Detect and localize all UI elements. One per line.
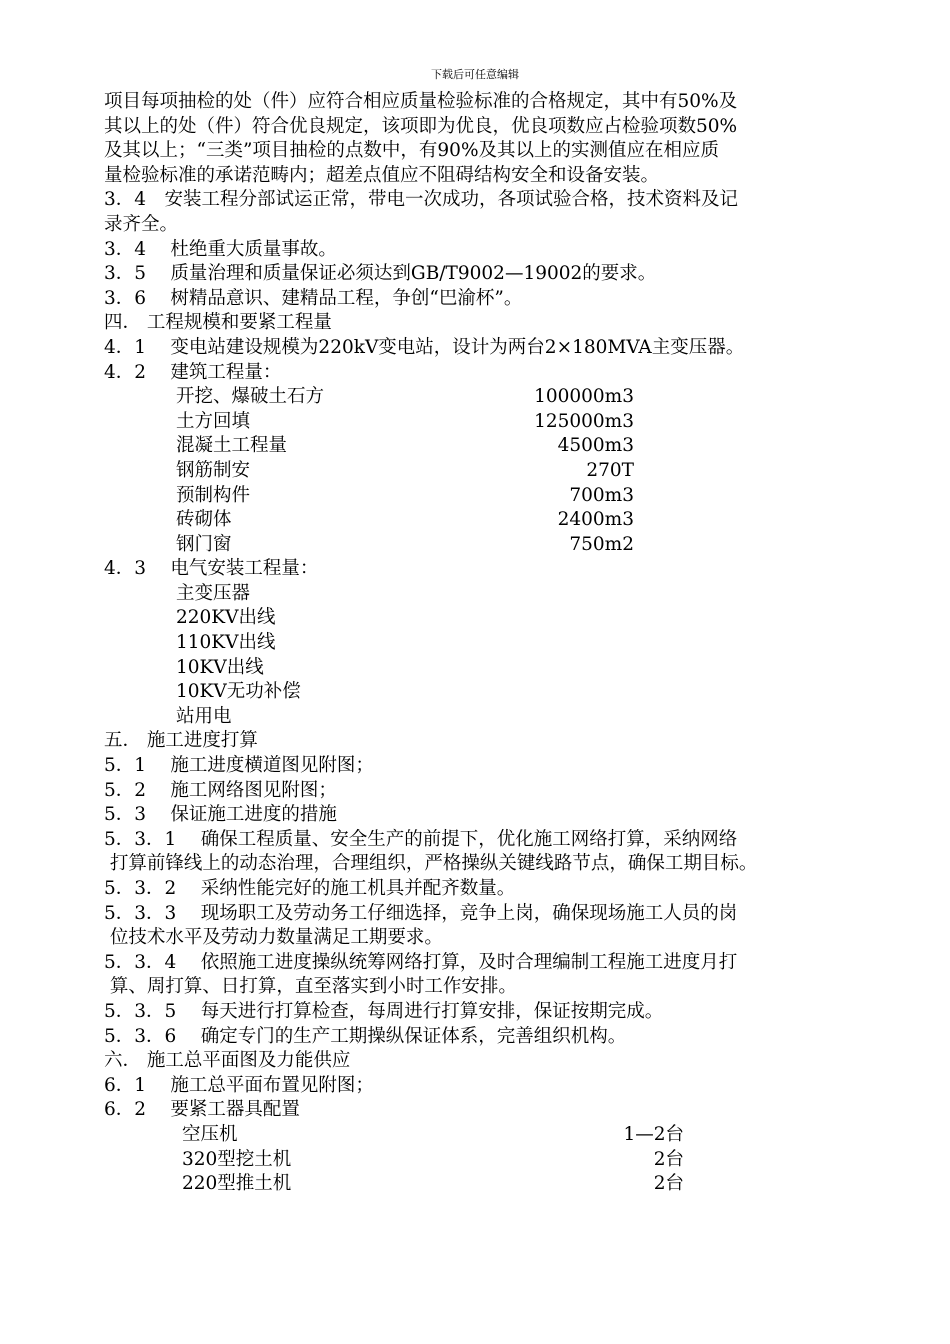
building-item-name: 砖砌体 bbox=[176, 509, 232, 531]
building-item-name: 混凝土工程量 bbox=[176, 435, 288, 457]
building-item-name: 土方回填 bbox=[176, 410, 251, 432]
equipment-item bbox=[104, 1148, 884, 1173]
building-item-value: 100000m3 bbox=[534, 386, 634, 408]
section-6-heading: 六． 施工总平面图及力能供应 bbox=[104, 1050, 351, 1072]
building-item-value: 4500m3 bbox=[557, 435, 634, 457]
building-item-name: 钢门窗 bbox=[176, 533, 232, 555]
clause-5-3-4-line-1: 5．3．4 依照施工进度操纵统筹网络打算，及时合理编制工程施工进度月打 bbox=[104, 951, 738, 973]
building-item bbox=[104, 533, 884, 558]
building-item-name: 钢筋制安 bbox=[176, 459, 251, 481]
electrical-item-name: 站用电 bbox=[176, 705, 232, 727]
section-4-heading: 四． 工程规模和要紧工程量 bbox=[104, 312, 332, 334]
electrical-item-name: 10KV出线 bbox=[176, 656, 264, 678]
building-item-name: 预制构件 bbox=[176, 484, 251, 506]
document-body bbox=[104, 90, 884, 1197]
clause-5-3-6: 5．3．6 确定专门的生产工期操纵保证体系，完善组织机构。 bbox=[104, 1025, 627, 1047]
electrical-item-name: 220KV出线 bbox=[176, 607, 276, 629]
clause-3-4-b: 3．4 杜绝重大质量事故。 bbox=[104, 238, 337, 260]
clause-5-3-1-line-1: 5．3．1 确保工程质量、安全生产的前提下，优化施工网络打算，采纳网络 bbox=[104, 828, 738, 850]
building-item-value: 700m3 bbox=[569, 484, 634, 506]
clause-5-3: 5．3 保证施工进度的措施 bbox=[104, 804, 337, 826]
equipment-item-name: 320型挖土机 bbox=[182, 1148, 292, 1170]
building-item bbox=[104, 508, 884, 533]
clause-5-3-1-line-2: 打算前锋线上的动态治理，合理组织，严格操纵关键线路节点，确保工期目标。 bbox=[104, 853, 758, 875]
page-header: 下载后可任意编辑 bbox=[431, 68, 519, 81]
building-item-value: 125000m3 bbox=[534, 410, 634, 432]
equipment-item bbox=[104, 1123, 884, 1148]
electrical-item-name: 10KV无功补偿 bbox=[176, 681, 301, 703]
building-item-value: 750m2 bbox=[569, 533, 634, 555]
clause-5-3-3-line-2: 位技术水平及劳动力数量满足工期要求。 bbox=[104, 927, 443, 949]
electrical-item bbox=[104, 606, 884, 631]
clause-4-2: 4．2 建筑工程量： bbox=[104, 361, 282, 383]
clause-5-2: 5．2 施工网络图见附图； bbox=[104, 779, 337, 801]
clause-3-6: 3．6 树精品意识、建精品工程，争创“巴渝杯”。 bbox=[104, 287, 523, 309]
equipment-item bbox=[104, 1172, 884, 1197]
clause-5-3-2: 5．3．2 采纳性能完好的施工机具并配齐数量。 bbox=[104, 878, 516, 899]
electrical-item-name: 110KV出线 bbox=[176, 632, 276, 654]
building-item bbox=[104, 434, 884, 459]
building-item-name: 开挖、爆破土石方 bbox=[176, 386, 325, 408]
electrical-item bbox=[104, 631, 884, 656]
electrical-item-name: 主变压器 bbox=[176, 582, 251, 604]
clause-3-4-a-line-2: 录齐全。 bbox=[104, 213, 179, 235]
clause-4-1: 4．1 变电站建设规模为220kV变电站，设计为两台2×180MVA主变压器。 bbox=[104, 336, 745, 358]
electrical-item bbox=[104, 656, 884, 681]
building-item bbox=[104, 484, 884, 509]
electrical-item bbox=[104, 582, 884, 607]
clause-5-3-3-line-1: 5．3．3 现场职工及劳动务工仔细选择，竞争上岗，确保现场施工人员的岗 bbox=[104, 902, 738, 924]
equipment-item-value: 2台 bbox=[653, 1173, 684, 1195]
building-item-value: 2400m3 bbox=[557, 509, 634, 531]
section-5-heading: 五． 施工进度打算 bbox=[104, 730, 258, 752]
building-item bbox=[104, 459, 884, 484]
building-item-value: 270T bbox=[586, 459, 634, 481]
equipment-item-value: 2台 bbox=[653, 1148, 684, 1170]
electrical-item bbox=[104, 680, 884, 705]
clause-6-1: 6．1 施工总平面布置见附图； bbox=[104, 1074, 374, 1096]
building-item bbox=[104, 410, 884, 435]
intro-line-3: 及其以上；“三类”项目抽检的点数中，有90%及其以上的实测值应在相应质 bbox=[104, 140, 720, 162]
equipment-item-name: 220型推土机 bbox=[182, 1173, 292, 1195]
intro-line-4: 量检验标准的承诺范畴内；超差点值应不阻碍结构安全和设备安装。 bbox=[104, 164, 660, 186]
electrical-item bbox=[104, 705, 884, 730]
clause-3-4-a-line-1: 3．4 安装工程分部试运正常，带电一次成功，各项试验合格，技术资料及记 bbox=[104, 189, 739, 211]
intro-line-1: 项目每项抽检的处（件）应符合相应质量检验标准的合格规定，其中有50%及 bbox=[104, 91, 738, 112]
clause-5-1: 5．1 施工进度横道图见附图； bbox=[104, 755, 374, 777]
building-item bbox=[104, 385, 884, 410]
clause-6-2: 6．2 要紧工器具配置 bbox=[104, 1099, 300, 1121]
clause-5-3-5: 5．3．5 每天进行打算检查，每周进行打算安排，保证按期完成。 bbox=[104, 1000, 664, 1022]
clause-4-3: 4．3 电气安装工程量： bbox=[104, 558, 319, 580]
equipment-item-name: 空压机 bbox=[182, 1123, 238, 1145]
equipment-item-value: 1—2台 bbox=[623, 1123, 684, 1145]
clause-5-3-4-line-2: 算、周打算、日打算，直至落实到小时工作安排。 bbox=[104, 976, 517, 998]
intro-line-2: 其以上的处（件）符合优良规定，该项即为优良，优良项数应占检验项数50% bbox=[104, 115, 738, 137]
clause-3-5: 3．5 质量治理和质量保证必须达到GB/T9002—19002的要求。 bbox=[104, 263, 657, 285]
